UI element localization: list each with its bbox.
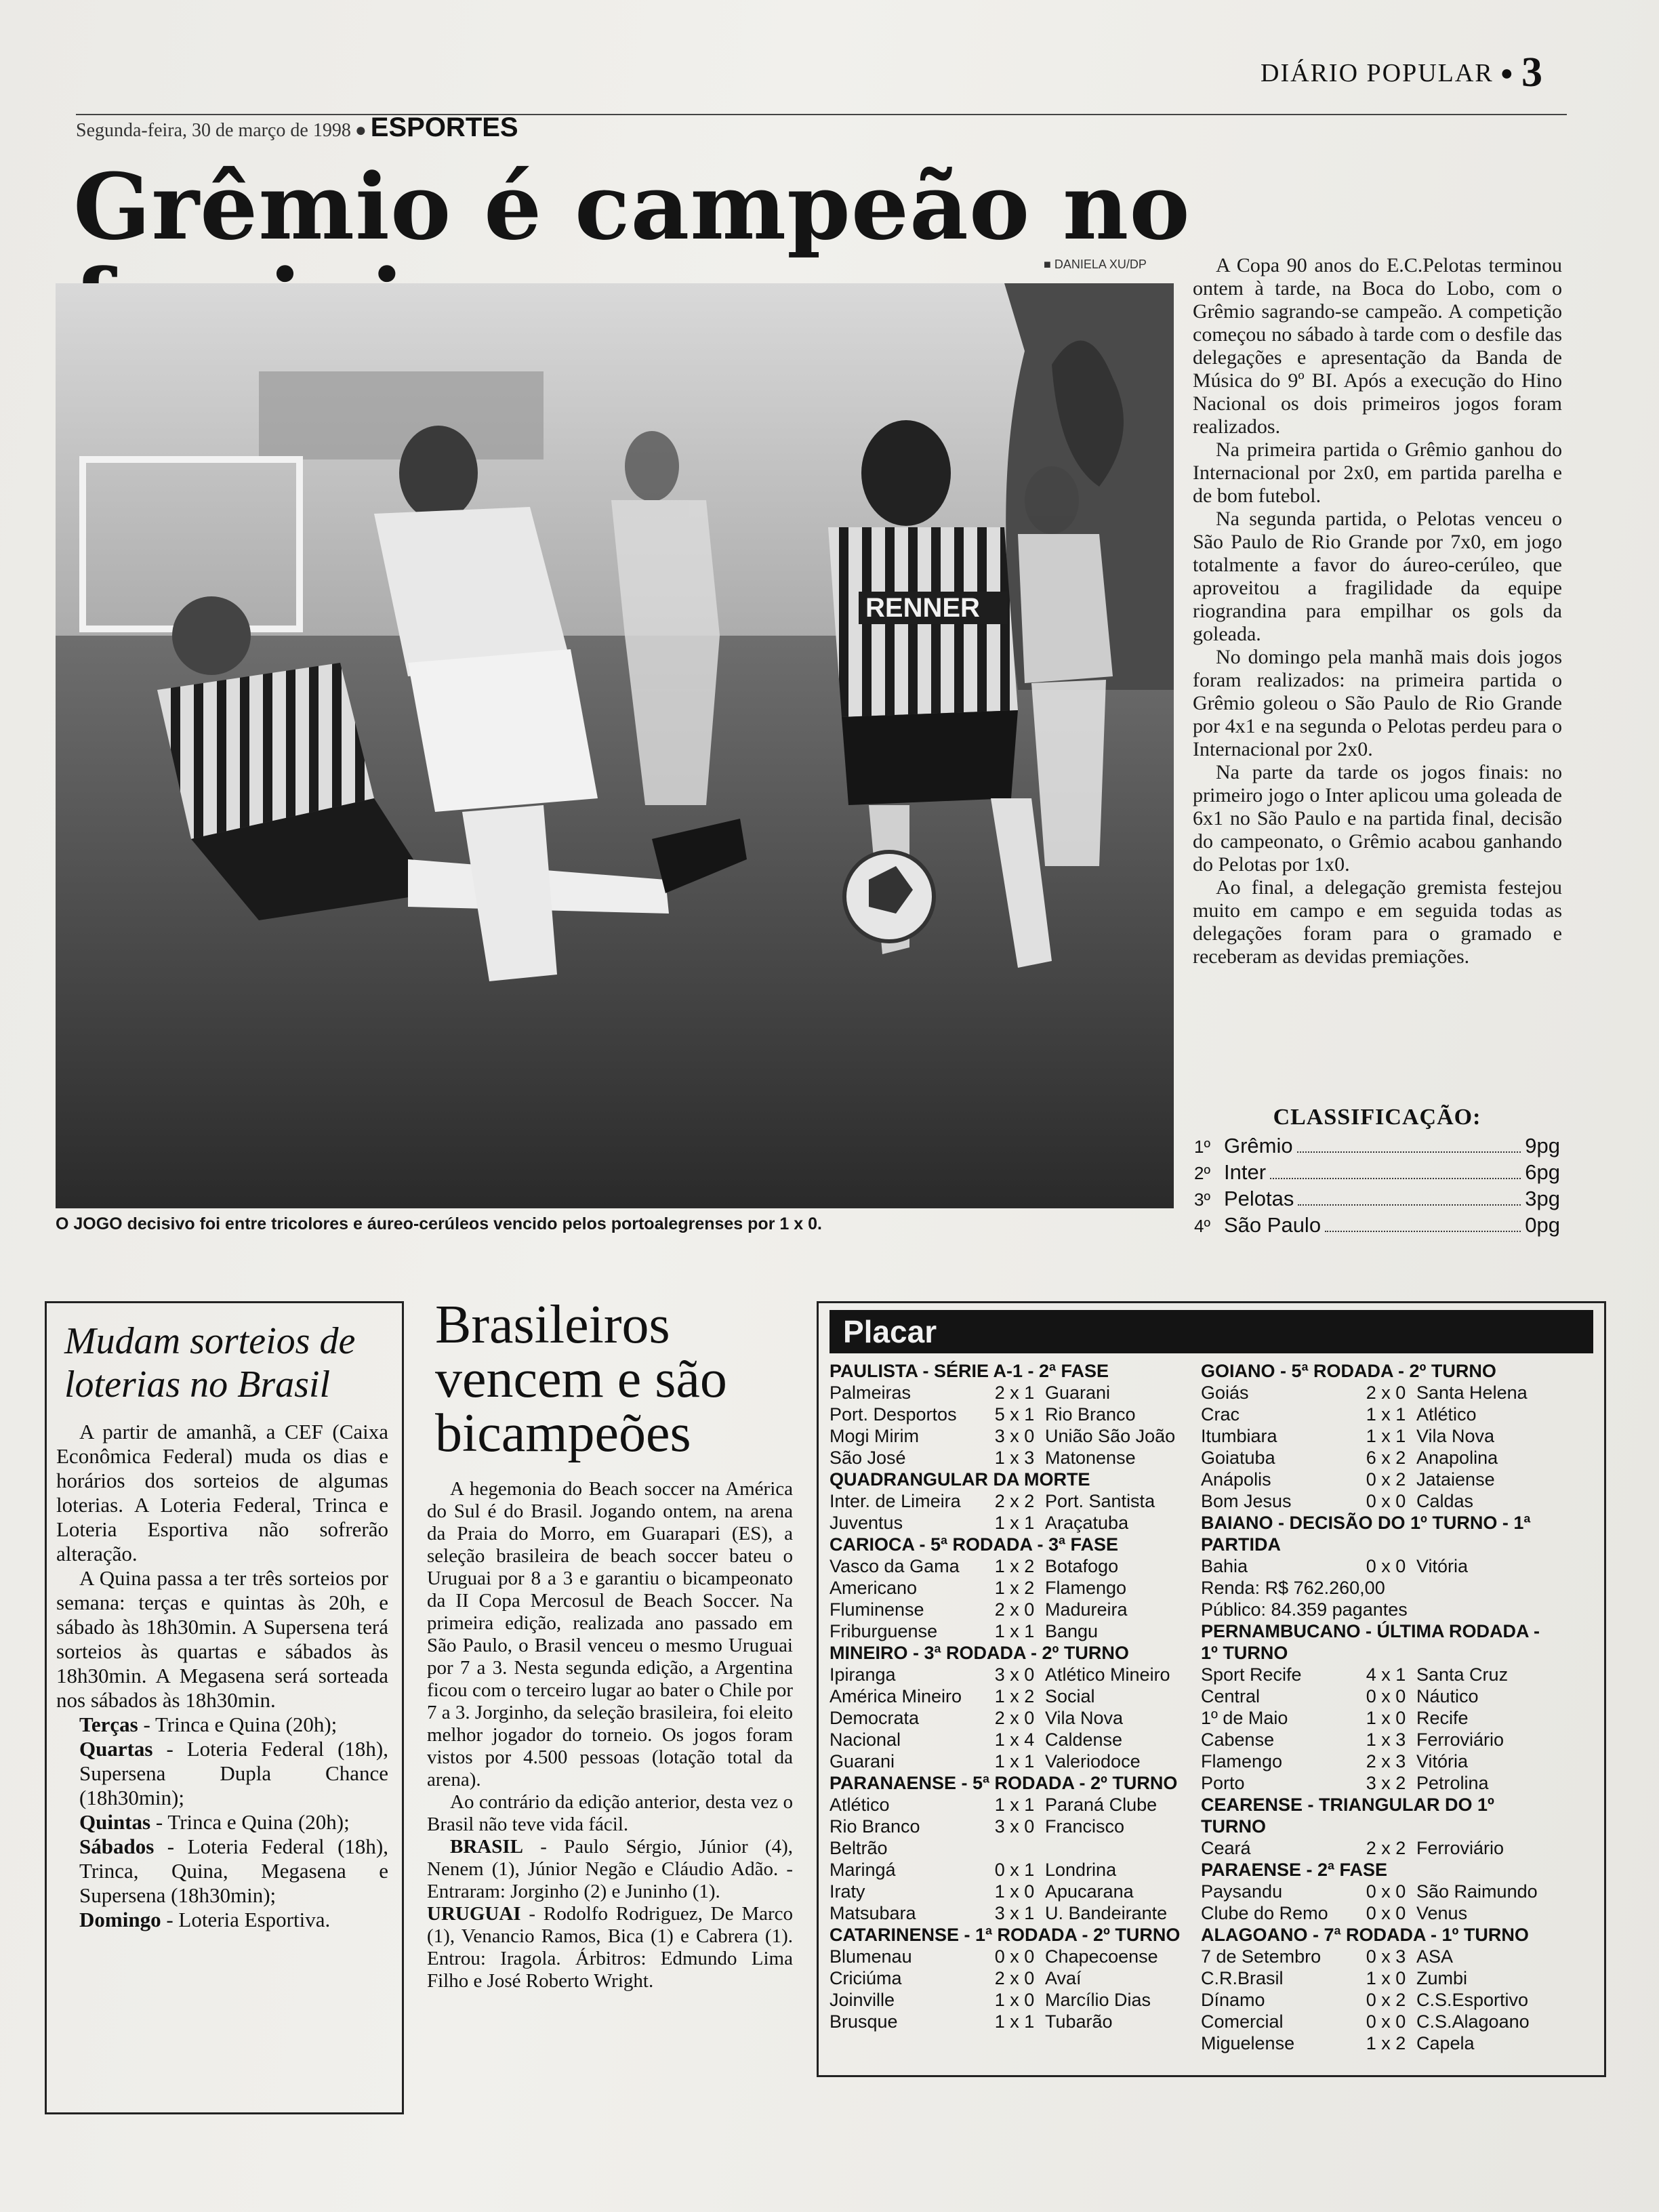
match-score bbox=[984, 1837, 1045, 1859]
match-row bbox=[1201, 1469, 1553, 1490]
away-team: Náutico bbox=[1416, 1686, 1479, 1706]
photo-caption: O JOGO decisivo foi entre tricolores e áureo-cerúleos vencido pelos portoalegrenses por 1 x 0. bbox=[56, 1214, 822, 1233]
football-match-illustration bbox=[56, 283, 1174, 1208]
away-team: Ferroviário bbox=[1416, 1729, 1504, 1750]
match-row bbox=[830, 1664, 1182, 1685]
home-team: 7 de Setembro bbox=[1201, 1946, 1322, 1967]
match-row bbox=[830, 1620, 1182, 1642]
competition-header: BAIANO - DECISÃO DO 1º TURNO - 1ª PARTIDA bbox=[1201, 1513, 1531, 1555]
match-row bbox=[1201, 1989, 1553, 2011]
match-row bbox=[1201, 1707, 1553, 1729]
away-team: Social bbox=[1045, 1686, 1095, 1706]
home-team: Mogi Mirim bbox=[830, 1426, 919, 1446]
match-row bbox=[830, 1816, 1182, 1837]
match-score: 6 x 2 bbox=[1366, 1448, 1406, 1468]
match-row bbox=[830, 1512, 1182, 1534]
match-score: 1 x 1 bbox=[994, 1621, 1035, 1641]
schedule-item: Domingo - Loteria Esportiva. bbox=[79, 1908, 331, 1931]
home-team: América Mineiro bbox=[830, 1686, 962, 1706]
match-row bbox=[1201, 1902, 1553, 1924]
match-row bbox=[1201, 1382, 1553, 1404]
home-team: C.R.Brasil bbox=[1201, 1968, 1284, 1988]
away-team: Ferroviário bbox=[1416, 1838, 1504, 1858]
article-paragraph: Ao final, a delegação gremista festejou muito em campo e em seguida todas as delegações foram para o gramado e receberam as devidas premiações. bbox=[1193, 876, 1562, 968]
lottery-article bbox=[45, 1301, 404, 2114]
home-team: Blumenau bbox=[830, 1946, 912, 1967]
home-team: Cabense bbox=[1201, 1729, 1275, 1750]
match-score: 1 x 0 bbox=[1366, 1968, 1406, 1988]
schedule-item: Quintas - Trinca e Quina (20h); bbox=[79, 1810, 350, 1834]
away-team: ASA bbox=[1416, 1946, 1454, 1967]
classification-row: 3º Pelotas 3pg bbox=[1194, 1187, 1560, 1210]
match-score: 0 x 3 bbox=[1366, 1946, 1406, 1967]
home-team: Miguelense bbox=[1201, 2033, 1295, 2053]
home-team: Maringá bbox=[830, 1860, 896, 1880]
match-score: 2 x 0 bbox=[994, 1968, 1035, 1988]
away-team: Londrina bbox=[1045, 1860, 1117, 1880]
home-team: Goiás bbox=[1201, 1382, 1249, 1403]
home-team: 1º de Maio bbox=[1201, 1708, 1288, 1728]
match-score: 0 x 0 bbox=[1366, 1556, 1406, 1576]
page-number: 3 bbox=[1521, 49, 1544, 96]
home-team: Sport Recife bbox=[1201, 1664, 1302, 1685]
home-team: Crac bbox=[1201, 1404, 1240, 1425]
home-team: Port. Desportos bbox=[830, 1404, 957, 1425]
home-team: Goiatuba bbox=[1201, 1448, 1275, 1468]
away-team: Botafogo bbox=[1045, 1556, 1119, 1576]
match-score: 1 x 2 bbox=[994, 1686, 1035, 1706]
match-row bbox=[830, 1881, 1182, 1902]
home-team: Clube do Remo bbox=[1201, 1903, 1328, 1923]
scoreboard-title: Placar bbox=[830, 1310, 1593, 1353]
bullet-icon: ● bbox=[354, 120, 367, 141]
away-team: Guarani bbox=[1045, 1382, 1111, 1403]
home-team: Comercial bbox=[1201, 2011, 1284, 2032]
competition-header: PARAENSE - 2ª FASE bbox=[1201, 1860, 1388, 1880]
away-team: Marcílio Dias bbox=[1045, 1990, 1151, 2010]
away-team bbox=[1045, 1837, 1182, 1859]
match-score: 1 x 0 bbox=[994, 1881, 1035, 1902]
article-paragraph: Na primeira partida o Grêmio ganhou do Internacional por 2x0, em partida parelha e de bom futebol. bbox=[1193, 438, 1562, 507]
match-row bbox=[1201, 1404, 1553, 1425]
home-team: Criciúma bbox=[830, 1968, 902, 1988]
match-row bbox=[830, 1967, 1182, 1989]
match-score: 2 x 3 bbox=[1366, 1751, 1406, 1771]
away-team: Jataiense bbox=[1416, 1469, 1495, 1490]
home-team: Juventus bbox=[830, 1513, 903, 1533]
uruguai-lineup: URUGUAI - Rodolfo Rodriguez, De Marco (1), Venancio Ramos, Bica (1) e Cabrera (1). Entrou: Iragola. Árbitros: Edmundo Lima Filho e José Roberto Wright. bbox=[427, 1903, 793, 1992]
away-team: Francisco bbox=[1045, 1816, 1125, 1837]
away-team: Venus bbox=[1416, 1903, 1468, 1923]
away-team: Vila Nova bbox=[1416, 1426, 1495, 1446]
match-row bbox=[830, 2011, 1182, 2032]
home-team: Friburguense bbox=[830, 1621, 938, 1641]
home-team: Central bbox=[1201, 1686, 1261, 1706]
match-row bbox=[1201, 1555, 1553, 1577]
away-team: Araçatuba bbox=[1045, 1513, 1129, 1533]
away-team: Capela bbox=[1416, 2033, 1475, 2053]
away-team: União São João bbox=[1045, 1426, 1176, 1446]
match-row bbox=[830, 1989, 1182, 2011]
match-score: 1 x 1 bbox=[994, 2011, 1035, 2032]
competition-header: CARIOCA - 5ª RODADA - 3ª FASE bbox=[830, 1534, 1119, 1555]
away-team: Anapolina bbox=[1416, 1448, 1498, 1468]
match-score: 2 x 0 bbox=[994, 1599, 1035, 1620]
away-team: Atlético bbox=[1416, 1404, 1477, 1425]
classification-table bbox=[1194, 1105, 1560, 1239]
brasil-lineup: BRASIL - Paulo Sérgio, Júnior (4), Nenem (1), Júnior Negão e Cláudio Adão. - Entraram: Jorginho (2) e Juninho (1). bbox=[427, 1836, 793, 1902]
match-score: 3 x 0 bbox=[994, 1426, 1035, 1446]
away-team: Madureira bbox=[1045, 1599, 1128, 1620]
match-score: 1 x 2 bbox=[1366, 2033, 1406, 2053]
competition-header: MINEIRO - 3ª RODADA - 2º TURNO bbox=[830, 1643, 1129, 1663]
home-team: Inter. de Limeira bbox=[830, 1491, 961, 1511]
away-team: Port. Santista bbox=[1045, 1491, 1155, 1511]
match-score: 1 x 1 bbox=[994, 1513, 1035, 1533]
match-row bbox=[830, 1902, 1182, 1924]
match-score: 0 x 0 bbox=[1366, 2011, 1406, 2032]
match-info: Público: 84.359 pagantes bbox=[1201, 1599, 1408, 1620]
match-score: 0 x 0 bbox=[1366, 1491, 1406, 1511]
beach-soccer-article bbox=[427, 1295, 793, 1992]
match-score: 3 x 1 bbox=[994, 1903, 1035, 1923]
home-team: Atlético bbox=[830, 1795, 890, 1815]
home-team: Palmeiras bbox=[830, 1382, 912, 1403]
match-row bbox=[830, 1729, 1182, 1750]
away-team: C.S.Esportivo bbox=[1416, 1990, 1529, 2010]
match-row bbox=[830, 1859, 1182, 1881]
lottery-schedule bbox=[56, 1713, 388, 1932]
competition-header: CEARENSE - TRIANGULAR DO 1º TURNO bbox=[1201, 1795, 1494, 1837]
match-score: 3 x 0 bbox=[994, 1816, 1035, 1837]
match-score: 1 x 2 bbox=[994, 1578, 1035, 1598]
competition-header: PAULISTA - SÉRIE A-1 - 2ª FASE bbox=[830, 1361, 1109, 1381]
match-row bbox=[830, 1490, 1182, 1512]
article-paragraph: Na parte da tarde os jogos finais: no primeiro jogo o Inter aplicou uma goleada de 6x1 no São Paulo e na partida final, decisão do campeonato, o Grêmio acabou ganhando do Pelotas por 1x0. bbox=[1193, 761, 1562, 876]
match-score: 0 x 1 bbox=[994, 1860, 1035, 1880]
match-row bbox=[1201, 1881, 1553, 1902]
article-paragraph: Na segunda partida, o Pelotas venceu o São Paulo de Rio Grande por 7x0, em jogo totalmente a favor do áureo-cerúleo, que aproveitou a fragilidade da equipe riograndina para empilhar os gols da goleada. bbox=[1193, 508, 1562, 645]
shirt-sponsor: RENNER bbox=[865, 593, 980, 623]
match-score: 2 x 0 bbox=[1366, 1382, 1406, 1403]
match-score: 1 x 1 bbox=[1366, 1404, 1406, 1425]
home-team: Brusque bbox=[830, 2011, 898, 2032]
home-team: Ceará bbox=[1201, 1838, 1251, 1858]
match-score: 3 x 0 bbox=[994, 1664, 1035, 1685]
competition-header: ALAGOANO - 7ª RODADA - 1º TURNO bbox=[1201, 1925, 1529, 1945]
newspaper-name: DIÁRIO POPULAR bbox=[1261, 58, 1494, 87]
schedule-item: Terças - Trinca e Quina (20h); bbox=[79, 1713, 337, 1736]
away-team: Santa Cruz bbox=[1416, 1664, 1509, 1685]
competition-header: CATARINENSE - 1ª RODADA - 2º TURNO bbox=[830, 1925, 1181, 1945]
home-team: Bahia bbox=[1201, 1556, 1248, 1576]
match-score: 0 x 2 bbox=[1366, 1990, 1406, 2010]
competition-header: GOIANO - 5ª RODADA - 2º TURNO bbox=[1201, 1361, 1496, 1381]
match-row bbox=[1201, 1490, 1553, 1512]
away-team: São Raimundo bbox=[1416, 1881, 1538, 1902]
home-team: Ipiranga bbox=[830, 1664, 896, 1685]
match-row bbox=[830, 1794, 1182, 1816]
home-team: Matsubara bbox=[830, 1903, 916, 1923]
match-row bbox=[830, 1447, 1182, 1469]
away-team: Santa Helena bbox=[1416, 1382, 1528, 1403]
match-score: 0 x 2 bbox=[1366, 1469, 1406, 1490]
home-team: São José bbox=[830, 1448, 906, 1468]
away-team: Apucarana bbox=[1045, 1881, 1134, 1902]
away-team: Zumbi bbox=[1416, 1968, 1468, 1988]
match-row bbox=[1201, 1685, 1553, 1707]
competition-header: QUADRANGULAR DA MORTE bbox=[830, 1469, 1090, 1490]
match-row bbox=[1201, 1750, 1553, 1772]
match-row bbox=[830, 1555, 1182, 1577]
match-row bbox=[830, 1685, 1182, 1707]
away-team: Valeriodoce bbox=[1045, 1751, 1141, 1771]
away-team: Avaí bbox=[1045, 1968, 1082, 1988]
match-score: 1 x 1 bbox=[1366, 1426, 1406, 1446]
home-team: Anápolis bbox=[1201, 1469, 1271, 1490]
match-score: 1 x 3 bbox=[1366, 1729, 1406, 1750]
match-row bbox=[1201, 2032, 1553, 2054]
competition-header: PARANAENSE - 5ª RODADA - 2º TURNO bbox=[830, 1773, 1178, 1793]
away-team: Vila Nova bbox=[1045, 1708, 1124, 1728]
beach-title: Brasileiros vencem e são bicampeões bbox=[435, 1295, 727, 1463]
match-score: 1 x 4 bbox=[994, 1729, 1035, 1750]
main-article bbox=[1193, 254, 1562, 968]
match-row bbox=[1201, 1772, 1553, 1794]
beach-paragraph: A hegemonia do Beach soccer na América do Sul é do Brasil. Jogando ontem, na arena da Praia do Morro, em Guarapari (ES), a seleção brasileira de beach soccer bateu o Uruguai por 8 a 3 e garantiu o bicampeonato da II Copa Mercosul de Beach Soccer. Na primeira edição, realizada ano passado em São Paulo, o Brasil venceu o mesmo Uruguai por 7 a 3. Nesta segunda edição, a Argentina ficou com o terceiro lugar ao bater o Chile por 7 a 3. Jorginho, da seleção brasileira, foi eleito melhor jogador do torneio. Os jogos foram vistos por 4.500 pessoas (lotação total da arena). bbox=[427, 1478, 793, 1790]
classification-row: 4º São Paulo 0pg bbox=[1194, 1213, 1560, 1237]
away-team: Bangu bbox=[1045, 1621, 1099, 1641]
match-row bbox=[1201, 1664, 1553, 1685]
away-team: Tubarão bbox=[1045, 2011, 1113, 2032]
home-team: Porto bbox=[1201, 1773, 1245, 1793]
match-row bbox=[1201, 1447, 1553, 1469]
match-score: 0 x 0 bbox=[1366, 1686, 1406, 1706]
match-row bbox=[830, 1837, 1182, 1859]
home-team: Rio Branco bbox=[830, 1816, 920, 1837]
match-score: 2 x 0 bbox=[994, 1708, 1035, 1728]
match-row bbox=[830, 1425, 1182, 1447]
away-team: Flamengo bbox=[1045, 1578, 1127, 1598]
home-team: Itumbiara bbox=[1201, 1426, 1277, 1446]
match-score: 1 x 2 bbox=[994, 1556, 1035, 1576]
dateline bbox=[76, 112, 1567, 142]
away-team: Matonense bbox=[1045, 1448, 1136, 1468]
match-row bbox=[1201, 2011, 1553, 2032]
match-score: 1 x 1 bbox=[994, 1795, 1035, 1815]
competition-header: PERNAMBUCANO - ÚLTIMA RODADA - 1º TURNO bbox=[1201, 1621, 1540, 1663]
lottery-paragraph: A partir de amanhã, a CEF (Caixa Econômica Federal) muda os dias e horários dos sorteios de algumas loterias. A Loteria Federal, Trinca e Loteria Esportiva não sofrerão alteração. bbox=[56, 1420, 388, 1565]
match-row bbox=[1201, 1425, 1553, 1447]
away-team: Rio Branco bbox=[1045, 1404, 1136, 1425]
away-team: C.S.Alagoano bbox=[1416, 2011, 1530, 2032]
away-team: Petrolina bbox=[1416, 1773, 1489, 1793]
match-score: 1 x 3 bbox=[994, 1448, 1035, 1468]
home-team: Paysandu bbox=[1201, 1881, 1283, 1902]
scoreboard-right-column bbox=[1201, 1360, 1553, 2054]
home-team: Vasco da Gama bbox=[830, 1556, 960, 1576]
match-row bbox=[830, 1946, 1182, 1967]
classification-row: 1º Grêmio 9pg bbox=[1194, 1134, 1560, 1158]
bullet-icon: ● bbox=[1500, 60, 1515, 85]
match-score: 1 x 0 bbox=[994, 1990, 1035, 2010]
match-row bbox=[830, 1750, 1182, 1772]
home-team: Flamengo bbox=[1201, 1751, 1283, 1771]
match-score: 0 x 0 bbox=[1366, 1881, 1406, 1902]
match-row bbox=[1201, 1837, 1553, 1859]
match-row bbox=[1201, 1967, 1553, 1989]
away-team: Vitória bbox=[1416, 1751, 1469, 1771]
match-score: 5 x 1 bbox=[994, 1404, 1035, 1425]
match-score: 2 x 2 bbox=[994, 1491, 1035, 1511]
article-paragraph: A Copa 90 anos do E.C.Pelotas terminou ontem à tarde, na Boca do Lobo, com o Grêmio sagrando-se campeão. A competição começou no sábado à tarde com o desfile das delegações e apresentação da Banda de Música do 9º BI. Após a execução do Hino Nacional os dois primeiros jogos foram realizados. bbox=[1193, 254, 1562, 438]
match-score: 1 x 0 bbox=[1366, 1708, 1406, 1728]
away-team: Caldas bbox=[1416, 1491, 1474, 1511]
home-team: Bom Jesus bbox=[1201, 1491, 1292, 1511]
home-team: Joinville bbox=[830, 1990, 895, 2010]
home-team: Fluminense bbox=[830, 1599, 924, 1620]
lottery-title: Mudam sorteios de loterias no Brasil bbox=[64, 1320, 356, 1406]
masthead bbox=[1261, 49, 1544, 97]
scoreboard-left-column bbox=[830, 1360, 1182, 2054]
home-team: Dínamo bbox=[1201, 1990, 1265, 2010]
section-name: ESPORTES bbox=[370, 112, 518, 142]
match-row bbox=[1201, 1729, 1553, 1750]
schedule-item: Sábados - Loteria Federal (18h), Trinca, Quina, Megasena e Supersena (18h30min); bbox=[79, 1835, 388, 1907]
away-team: Vitória bbox=[1416, 1556, 1469, 1576]
issue-date: Segunda-feira, 30 de março de 1998 bbox=[76, 120, 351, 141]
beach-paragraph: Ao contrário da edição anterior, desta vez o Brasil não teve vida fácil. bbox=[427, 1791, 793, 1835]
schedule-item: Quartas - Loteria Federal (18h), Supersena Dupla Chance (18h30min); bbox=[79, 1737, 388, 1809]
home-team: Iraty bbox=[830, 1881, 865, 1902]
match-info: Renda: R$ 762.260,00 bbox=[1201, 1578, 1385, 1598]
match-score: 4 x 1 bbox=[1366, 1664, 1406, 1685]
article-paragraph: No domingo pela manhã mais dois jogos foram realizados: na primeira partida o Grêmio goleou o São Paulo de Rio Grande por 4x1 e na segunda o Pelotas perdeu para o Internacional por 2x0. bbox=[1193, 646, 1562, 760]
home-team: Americano bbox=[830, 1578, 918, 1598]
classification-row: 2º Inter 6pg bbox=[1194, 1160, 1560, 1184]
home-team: Democrata bbox=[830, 1708, 920, 1728]
away-team: U. Bandeirante bbox=[1045, 1903, 1168, 1923]
home-team: Nacional bbox=[830, 1729, 901, 1750]
match-row bbox=[830, 1577, 1182, 1599]
home-team: Beltrão bbox=[830, 1838, 888, 1858]
match-score: 2 x 1 bbox=[994, 1382, 1035, 1403]
match-score: 0 x 0 bbox=[1366, 1903, 1406, 1923]
match-photo bbox=[56, 283, 1174, 1208]
match-row bbox=[830, 1404, 1182, 1425]
match-score: 2 x 2 bbox=[1366, 1838, 1406, 1858]
lottery-paragraph: A Quina passa a ter três sorteios por semana: terças e quintas às 20h, e sábado às 18h30min. A Supersena terá sorteios às quartas e sábados às 18h30min. A Megasena será sorteada nos sábados às 18h30min. bbox=[56, 1566, 388, 1712]
page-headline: Grêmio é campeão no bbox=[73, 153, 1191, 260]
away-team: Caldense bbox=[1045, 1729, 1123, 1750]
match-row bbox=[830, 1707, 1182, 1729]
away-team: Recife bbox=[1416, 1708, 1469, 1728]
home-team: Guarani bbox=[830, 1751, 895, 1771]
photo-credit: ■ DANIELA XU/DP bbox=[1044, 258, 1147, 271]
away-team: Paraná Clube bbox=[1045, 1795, 1158, 1815]
match-score: 0 x 0 bbox=[994, 1946, 1035, 1967]
away-team: Atlético Mineiro bbox=[1045, 1664, 1170, 1685]
match-row bbox=[830, 1599, 1182, 1620]
match-row bbox=[1201, 1946, 1553, 1967]
match-score: 3 x 2 bbox=[1366, 1773, 1406, 1793]
match-row bbox=[830, 1382, 1182, 1404]
away-team: Chapecoense bbox=[1045, 1946, 1158, 1967]
classification-title: CLASSIFICAÇÃO: bbox=[1273, 1105, 1481, 1130]
scoreboard-box bbox=[817, 1301, 1606, 2077]
match-score: 1 x 1 bbox=[994, 1751, 1035, 1771]
